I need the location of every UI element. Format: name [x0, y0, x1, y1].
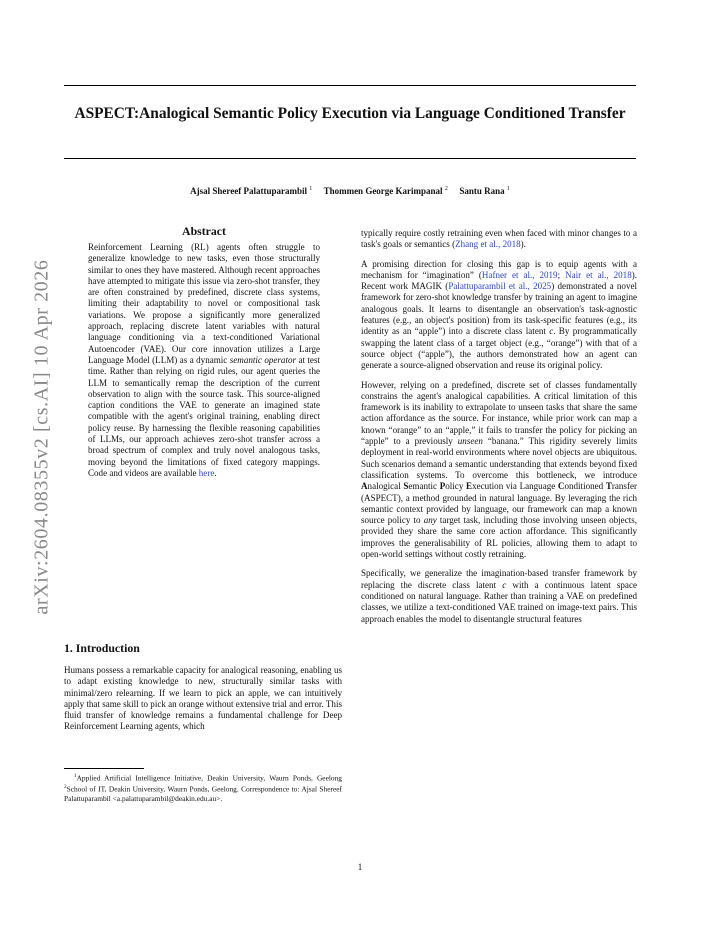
introduction-section	[64, 641, 342, 733]
abstract-text: Reinforcement Learning (RL) agents often struggle to generalize knowledge to new tasks, even those structurally similar to ones they have mastered. Although recent approaches have attempted to mitigate this issue via zero-shot transfer, they are often constrained by predefined, discrete class systems, limiting their adaptability to novel or compositional task variations. We propose a significantly more generalized approach, replacing discrete latent variables with natural language conditioning via a text-conditioned Variational Autoencoder (VAE). Our core innovation utilizes a Large Language Model (LLM) as a dynamic semantic operator at test time. Rather than relying on rigid rules, our agent queries the LLM to semantically remap the description of the current observation to align with the source task. This source-aligned caption conditions the VAE to generate an imagined state compatible with the agent's original training, enabling direct policy reuse. By harnessing the flexible reasoning capabilities of LLMs, our approach achieves zero-shot transfer across a broad spectrum of complex and truly novel analogous tasks, moving beyond the limitations of fixed category mappings. Code and videos are available here.	[88, 242, 320, 478]
abstract-heading: Abstract	[182, 224, 226, 238]
author-affiliation: 1	[506, 186, 510, 192]
paragraph-imagination: A promising direction for closing this gap is to equip agents with a mechanism for “imagination” (Hafner et al., 2019; Nair et al., 2018). Recent work MAGIK (Palattuparambil et al., 2025) demonstrated a novel framework for zero-shot knowledge transfer by training an agent to imagine analogous goals. It learns to disentangle an observation's task-agnostic features (e.g., an object's position) from its task-specific features (e.g., its identity as an “apple”) into a discrete class latent c. By programmatically swapping the latent class of a target object (e.g., “orange”) with that of a source object (“apple”), the authors demonstrated how an agent can generate a source-aligned observation and reuse its original policy.	[361, 258, 638, 371]
title-rule-bottom	[64, 158, 636, 159]
affiliation-footnote	[64, 768, 342, 803]
right-column	[361, 228, 637, 625]
author-name: Ajsal Shereef Palattuparambil	[190, 186, 307, 196]
footnote-text: $^1$Applied Artificial Intelligence Initiative, Deakin University, Waurn Ponds, Geelong $^2$School of IT, Deakin University, Waurn Ponds, Geelong. Correspondence to: Ajsal Shereef Palattuparambil <a.palattuparambil@deakin.edu.au>.	[64, 773, 342, 803]
introduction-heading: 1. Introduction	[64, 641, 140, 655]
paragraph-limitation: However, relying on a predefined, discrete set of classes fundamentally constrains the agent's analogical capabilities. A critical limitation of this framework is its inability to extrapolate to unseen tasks that share the same action affordance as the source. For instance, while prior work can map a known “orange” to an “apple,” it fails to transfer the policy for picking an “apple” to a previously unseen “banana.” This rigidity severely limits deployment in real-world environments where novel objects are ubiquitous. Such scenarios demand a semantic understanding that extends beyond fixed classification systems. To overcome this bottleneck, we introduce Analogical Semantic Policy Execution via Language Conditioned Transfer (ASPECT), a method grounded in natural language. By leveraging the rich semantic context provided by language, our framework can map a known source policy to any target task, including those involving unseen objects, provided they share the same core action affordance. This significantly improves the generalisability of RL policies, allowing them to adapt to open-world settings without costly retraining.	[361, 379, 638, 560]
paragraph-continuation: typically require costly retraining even when faced with minor changes to a task's goals or semantics (Zhang et al., 2018).	[361, 228, 637, 250]
arxiv-stamp-text: arXiv:2604.08355v2 [cs.AI] 10 Apr 2026	[30, 259, 53, 615]
abstract-section	[88, 224, 320, 479]
title-rule-top	[64, 85, 636, 86]
math-variable: c	[502, 579, 507, 590]
introduction-paragraph: Humans possess a remarkable capacity for analogical reasoning, enabling us to adapt existing knowledge to new, structurally similar tasks with minimal/zero relearning. If we learn to pick an apple, we can intuitively apply that same skill to pick an orange without extensive trial and error. This fluid transfer of knowledge remains a fundamental challenge for Deep Reinforcement Learning agents, which	[64, 665, 342, 732]
paper-title: ASPECT:Analogical Semantic Policy Execution via Language Conditioned Transfer	[74, 105, 626, 122]
emphasis-text: any	[423, 515, 437, 526]
author-name: Thommen George Karimpanal	[323, 186, 443, 196]
footnote-rule	[64, 768, 144, 769]
paragraph-method: Specifically, we generalize the imagination-based transfer framework by replacing the discrete class latent c with a continuous latent space conditioned on natural language. Rather than training a VAE on predefined classes, we utilize a text-conditioned VAE trained on image-text pairs. This approach enables the model to disentangle structural features	[361, 568, 637, 624]
page-number: 1	[357, 862, 363, 872]
abstract-emphasis: semantic operator	[229, 354, 297, 365]
author-name: Santu Rana	[459, 186, 505, 196]
math-variable: c	[549, 326, 554, 337]
emphasis-text: unseen	[457, 436, 483, 447]
citation-link[interactable]: Hafner et al., 2019	[481, 269, 558, 280]
citation-link[interactable]: Zhang et al., 2018	[455, 239, 521, 250]
citation-link[interactable]: Nair et al., 2018	[565, 269, 632, 280]
author-list	[64, 183, 636, 197]
code-videos-link[interactable]: here	[198, 467, 215, 478]
author-affiliation: 1	[309, 186, 313, 192]
author-affiliation: 2	[444, 186, 448, 192]
citation-link[interactable]: Palattuparambil et al., 2025	[448, 281, 552, 292]
